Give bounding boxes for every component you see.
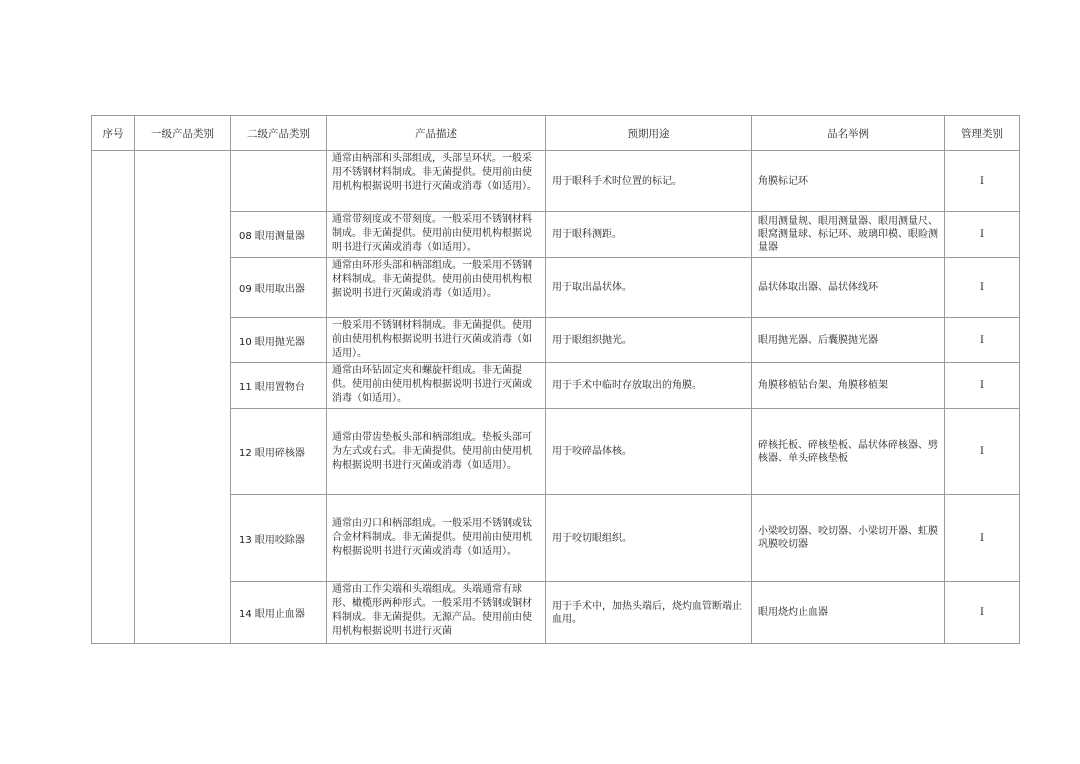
- management-class-cell: I: [945, 409, 1020, 495]
- intended-use-cell: 用于取出晶状体。: [546, 258, 752, 318]
- management-class-cell: I: [945, 212, 1020, 258]
- table-row: [92, 258, 1020, 318]
- management-class-cell: I: [945, 318, 1020, 363]
- examples-cell: 眼用测量规、眼用测量器、眼用测量尺、眼窝测量球、标记环、玻璃印模、眼睑测量器: [752, 212, 945, 258]
- intended-use-cell: 用于眼科测距。: [546, 212, 752, 258]
- level2-category-cell: 09 眼用取出器: [231, 258, 327, 318]
- description-cell: [327, 582, 546, 644]
- description-cell: 通常由环钻固定夹和螺旋杆组成。非无菌提供。使用前由使用机构根据说明书进行灭菌或消毒（如适用）。: [327, 363, 546, 409]
- examples-cell: 眼用抛光器、后囊膜抛光器: [752, 318, 945, 363]
- header-management-class: 管理类别: [945, 116, 1020, 151]
- level2-category-cell: 10 眼用抛光器: [231, 318, 327, 363]
- table-row: [92, 582, 1020, 644]
- management-class-cell: I: [945, 582, 1020, 644]
- examples-cell: 角膜标记环: [752, 151, 945, 212]
- intended-use-cell: 用于手术中临时存放取出的角膜。: [546, 363, 752, 409]
- examples-cell: 碎核托板、碎核垫板、晶状体碎核器、劈核器、单头碎核垫板: [752, 409, 945, 495]
- level2-category-cell: 13 眼用咬除器: [231, 495, 327, 582]
- intended-use-cell: 用于手术中，加热头端后，烧灼血管断端止血用。: [546, 582, 752, 644]
- description-text: 通常由工作尖端和头端组成。头端通常有球形、橄榄形两种形式。一般采用不锈钢或铜材料制成。非无菌提供。无源产品。使用前由使用机构根据说明书进行灭菌: [332, 584, 532, 637]
- intended-use-cell: 用于眼组织抛光。: [546, 318, 752, 363]
- intended-use-cell: 用于眼科手术时位置的标记。: [546, 151, 752, 212]
- level2-category-cell: [231, 151, 327, 212]
- management-class-cell: I: [945, 495, 1020, 582]
- description-cell: 一般采用不锈钢材料制成。非无菌提供。使用前由使用机构根据说明书进行灭菌或消毒（如适用）。: [327, 318, 546, 363]
- level2-category-cell: 11 眼用置物台: [231, 363, 327, 409]
- table-row: [92, 151, 1020, 212]
- management-class-cell: I: [945, 258, 1020, 318]
- header-level1-category: 一级产品类别: [135, 116, 231, 151]
- examples-cell: 小梁咬切器、咬切器、小梁切开器、虹膜巩膜咬切器: [752, 495, 945, 582]
- level2-category-cell: 08 眼用测量器: [231, 212, 327, 258]
- product-catalog-table: [91, 115, 1020, 644]
- level2-category-cell: 14 眼用止血器: [231, 582, 327, 644]
- table-header-row: [92, 116, 1020, 151]
- examples-cell: 眼用烧灼止血器: [752, 582, 945, 644]
- table-row: [92, 318, 1020, 363]
- examples-cell: 角膜移植钻台架、角膜移植架: [752, 363, 945, 409]
- header-product-description: 产品描述: [327, 116, 546, 151]
- description-cell: 通常由刃口和柄部组成。一般采用不锈钢或钛合金材料制成。非无菌提供。使用前由使用机构根据说明书进行灭菌或消毒（如适用）。: [327, 495, 546, 582]
- description-cell: 通常由柄部和头部组成，头部呈环状。一般采用不锈钢材料制成。非无菌提供。使用前由使用机构根据说明书进行灭菌或消毒（如适用）。: [327, 151, 546, 212]
- description-cell: 通常由环形头部和柄部组成。一般采用不锈钢材料制成。非无菌提供。使用前由使用机构根据说明书进行灭菌或消毒（如适用）。: [327, 258, 546, 318]
- header-level2-category: 二级产品类别: [231, 116, 327, 151]
- header-intended-use: 预期用途: [546, 116, 752, 151]
- level1-category-cell: [135, 151, 231, 644]
- management-class-cell: I: [945, 363, 1020, 409]
- description-cell: 通常由带齿垫板头部和柄部组成。垫板头部可为左式或右式。非无菌提供。使用前由使用机构根据说明书进行灭菌或消毒（如适用）。: [327, 409, 546, 495]
- level2-category-cell: 12 眼用碎核器: [231, 409, 327, 495]
- description-cell: 通常带刻度或不带刻度。一般采用不锈钢材料制成。非无菌提供。使用前由使用机构根据说明书进行灭菌或消毒（如适用）。: [327, 212, 546, 258]
- header-name-examples: 品名举例: [752, 116, 945, 151]
- examples-cell: 晶状体取出器、晶状体线环: [752, 258, 945, 318]
- intended-use-cell: 用于咬碎晶体核。: [546, 409, 752, 495]
- header-seq: 序号: [92, 116, 135, 151]
- intended-use-cell: 用于咬切眼组织。: [546, 495, 752, 582]
- table-row: [92, 495, 1020, 582]
- table-row: [92, 409, 1020, 495]
- seq-cell: [92, 151, 135, 644]
- table-row: [92, 212, 1020, 258]
- management-class-cell: I: [945, 151, 1020, 212]
- table-row: [92, 363, 1020, 409]
